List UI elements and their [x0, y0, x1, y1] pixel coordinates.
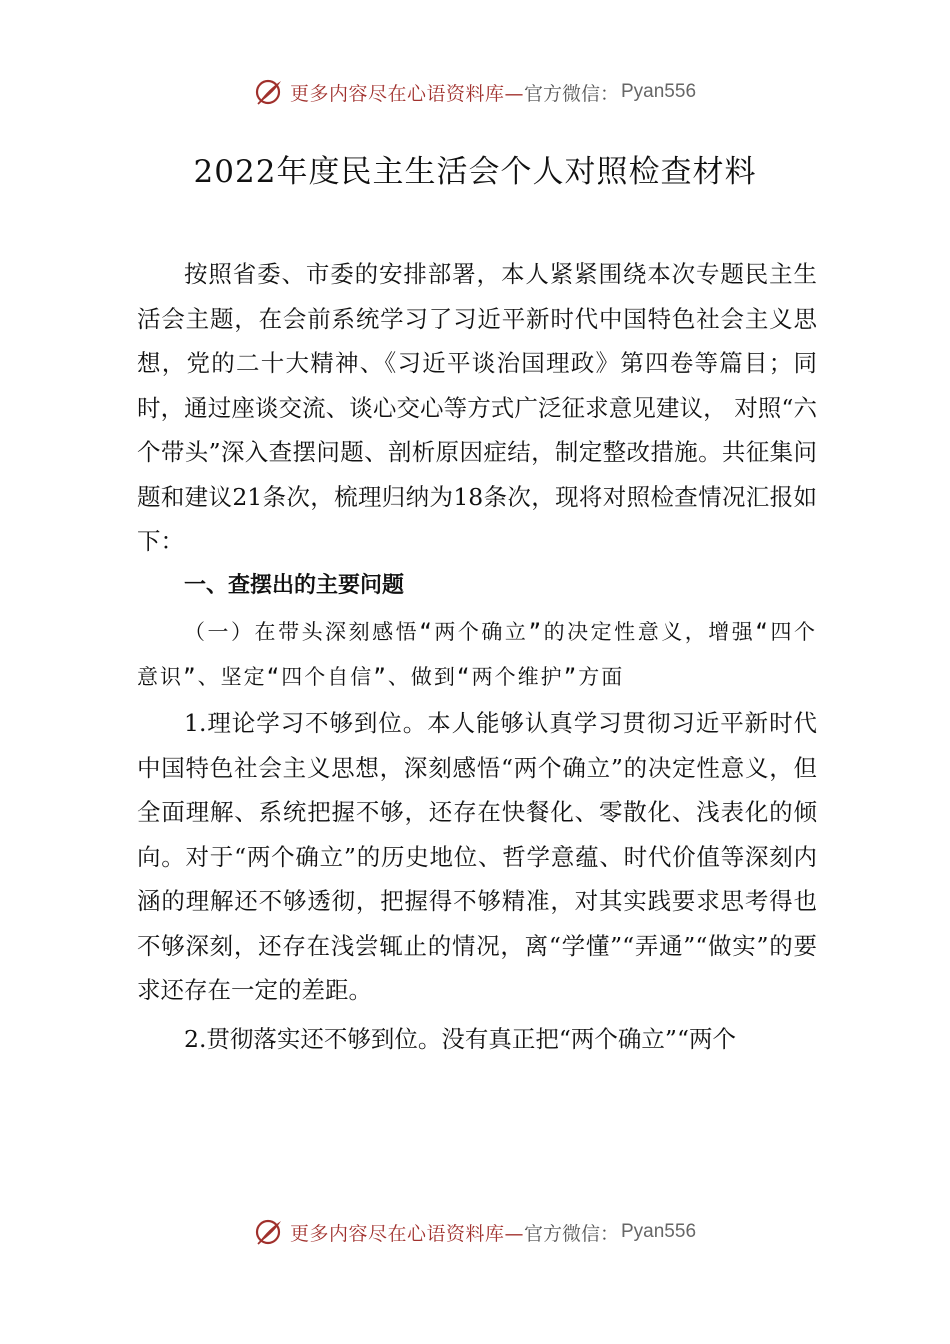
watermark-wechat-id: Pyan556 [621, 1221, 697, 1242]
document-title: 2022年度民主生活会个人对照检查材料 [193, 154, 757, 190]
watermark-wechat-id: Pyan556 [621, 81, 697, 102]
section-heading: 一、查摆出的主要问题 [184, 572, 405, 598]
watermark-wechat-label: 官方微信： [523, 1222, 619, 1245]
item-paragraph-2: 2.贯彻落实还不够到位。没有真正把“两个确立”“两个 [184, 1024, 736, 1053]
watermark-footer [0, 1212, 950, 1252]
quill-logo-icon [254, 77, 284, 107]
watermark-header [0, 72, 950, 112]
intro-paragraph: 按照省委、市委的安排部署，本人紧紧围绕本次专题民主生活会主题，在会前系统学习了习近平新时代中国特色社会主义思想，党的二十大精神、《习近平谈治国理政》第四卷等篇目；同时，通过座谈交流、谈心交心等方式广泛征求意见建议， 对照“六个带头”深入查摆问题、剖析原因症结，制定整改措施。共征集问题和建议21条次，梳理归纳为18条次，现将对照检查情况汇报如下： [137, 260, 817, 555]
document-body [137, 252, 817, 1061]
watermark-wechat-label: 官方微信： [523, 82, 619, 105]
quill-logo-icon [254, 1217, 284, 1247]
watermark-text: 更多内容尽在心语资料库— [289, 82, 524, 105]
item-paragraph-1: 1.理论学习不够到位。本人能够认真学习贯彻习近平新时代中国特色社会主义思想，深刻感悟“两个确立”的决定性意义，但全面理解、系统把握不够，还存在快餐化、零散化、浅表化的倾向。对于“两个确立”的历史地位、哲学意蕴、时代价值等深刻内涵的理解还不够透彻，把握得不够精准，对其实践要求思考得也不够深刻，还存在浅尝辄止的情况，离“学懂”“弄通”“做实”的要求还存在一定的差距。 [137, 709, 817, 1004]
watermark-text: 更多内容尽在心语资料库— [289, 1222, 524, 1245]
subsection-heading: （一）在带头深刻感悟“两个确立”的决定性意义，增强“四个意识”、坚定“四个自信”、做到“两个维护”方面 [137, 620, 817, 689]
